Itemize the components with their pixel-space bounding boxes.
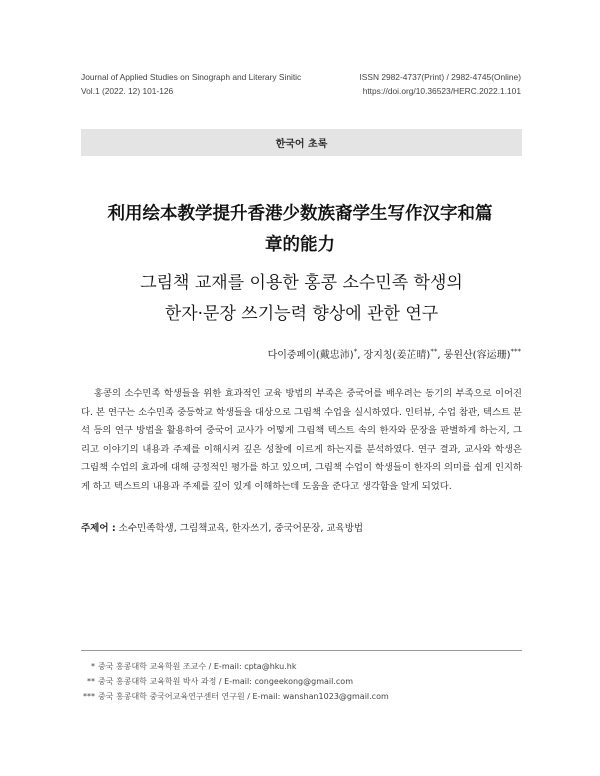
title-korean-line: 한자·문장 쓰기능력 향상에 관한 연구 bbox=[164, 304, 439, 324]
footnote-text: 중국 홍콩대학 교육학원 조교수 / E-mail: cpta@hku.hk bbox=[98, 662, 297, 671]
journal-issn: ISSN 2982-4737(Print) / 2982-4745(Online) bbox=[359, 72, 521, 82]
author-name: 장지칭(姜芷晴) bbox=[363, 350, 431, 361]
journal-name: Journal of Applied Studies on Sinograph and Literary Sinitic bbox=[81, 72, 302, 82]
keywords-label: 주제어 : bbox=[81, 523, 116, 534]
title-chinese-line: 利用绘本教学提升香港少数族裔学生写作汉字和篇 bbox=[107, 204, 493, 224]
title-korean bbox=[81, 268, 522, 330]
author-mark: *** bbox=[510, 347, 521, 356]
journal-header-right bbox=[359, 70, 521, 98]
title-chinese bbox=[95, 199, 505, 261]
author-mark: * bbox=[353, 347, 358, 356]
section-label: 한국어 초록 bbox=[275, 139, 328, 150]
footnote-text: 중국 홍콩대학 중국어교육연구센터 연구원 / E-mail: wanshan1023@gmail.com bbox=[98, 692, 389, 701]
footnote-item bbox=[81, 689, 389, 704]
footnote-divider bbox=[81, 650, 522, 651]
author-name: 다이중페이(戴忠沛) bbox=[267, 350, 354, 361]
keywords-line bbox=[81, 520, 522, 534]
footnote-item bbox=[81, 659, 389, 674]
journal-volume: Vol.1 (2022. 12) 101-126 bbox=[81, 86, 174, 96]
section-label-band bbox=[81, 129, 522, 156]
footnotes bbox=[81, 659, 389, 704]
keywords-list: 소수민족학생, 그림책교육, 한자쓰기, 중국어문장, 교육방법 bbox=[118, 523, 364, 534]
footnote-item bbox=[81, 674, 389, 689]
author-separator: , bbox=[357, 350, 364, 361]
footnote-text: 중국 홍콩대학 교육학원 박사 과정 / E-mail: congeekong@gmail.com bbox=[98, 677, 353, 686]
footnote-mark: *** bbox=[83, 692, 95, 701]
author-list bbox=[268, 346, 521, 361]
journal-doi[interactable]: https://doi.org/10.36523/HERC.2022.1.101 bbox=[362, 86, 521, 96]
author-separator: , bbox=[437, 350, 444, 361]
abstract-paragraph: 홍콩의 소수민족 학생들을 위한 효과적인 교육 방법의 부족은 중국어를 배우려는 동기의 부족으로 이어진다. 본 연구는 소수민족 중등학교 학생들을 대상으로 그림책 수업을 실시하였다. 인터뷰, 수업 참관, 텍스트 분석 등의 연구 방법을 활용하여 중국어 교사가 어떻게 그림책 텍스트 속의 한자와 문장을 판별하게 하는지, 그리고 이야기의 내용과 주제를 이해시켜 깊은 성찰에 이르게 하는지를 분석하였다. 연구 결과, 교사와 학생은 그림책 수업의 효과에 대해 긍정적인 평가를 하고 있으며, 그림책 수업이 학생들이 한자의 의미를 쉽게 인지하게 하고 텍스트의 내용과 주제를 깊이 있게 이해하는데 도움을 준다고 생각함을 알게 되었다. bbox=[81, 388, 522, 492]
journal-header-left bbox=[81, 70, 301, 98]
title-korean-line: 그림책 교재를 이용한 홍콩 소수민족 학생의 bbox=[140, 273, 463, 293]
footnote-mark: * bbox=[91, 662, 95, 671]
title-chinese-line: 章的能力 bbox=[265, 235, 335, 255]
footnote-mark: ** bbox=[87, 677, 95, 686]
author-mark: ** bbox=[430, 347, 438, 356]
author-name: 룽윈산(容运珊) bbox=[443, 350, 511, 361]
